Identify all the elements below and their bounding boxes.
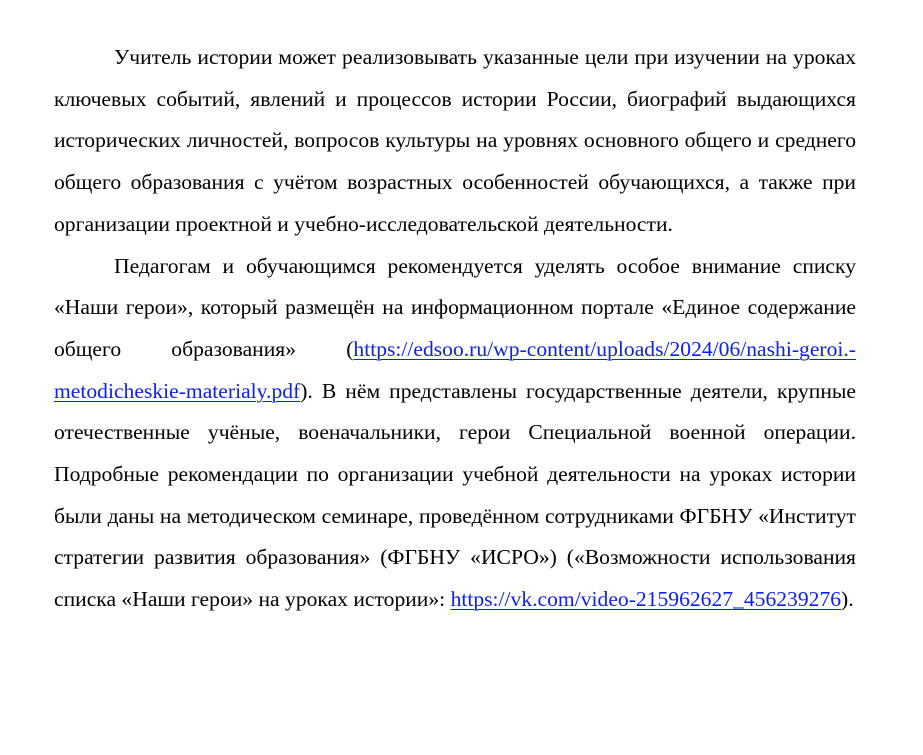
paragraph-history-teacher-goals xyxy=(54,37,856,246)
edsoo-pdf-link[interactable]: https://edsoo.ru/wp-content/uploads/2024/06/nashi-geroi.-metodicheskie-materialy.pdf xyxy=(54,336,856,403)
paragraph-1-text: Учитель истории может реализовывать указанные цели при изучении на уроках ключевых событий, явлений и процессов истории России, биографий выдающихся исторических личностей, вопросов культуры на уровнях основного общего и среднего общего образования с учётом возрастных особенностей обучающихся, а также при организации проектной и учебно-исследовательской деятельности. xyxy=(54,45,856,236)
paragraph-2-text-middle: ). В нём представлены государственные деятели, крупные отечественные учёные, военачальники, герои Специальной военной операции. Подробные рекомендации по организации учебной деятельности на уроках истории были даны на методическом семинаре, проведённом сотрудниками ФГБНУ «Институт стратегии развития образования» (ФГБНУ «ИСРО») («Возможности использования списка «Наши герои» на уроках истории»: xyxy=(54,378,856,612)
paragraph-2-text-start: Педагогам и обучающимся рекомендуется уделять особое внимание списку «Наши герои», который размещён на информационном портале «Единое содержание общего образования» ( xyxy=(54,253,856,361)
paragraph-nashi-geroi xyxy=(54,246,856,621)
vk-video-link[interactable]: https://vk.com/video-215962627_456239276 xyxy=(450,587,842,612)
paragraph-2-text-end: ). xyxy=(841,587,854,612)
